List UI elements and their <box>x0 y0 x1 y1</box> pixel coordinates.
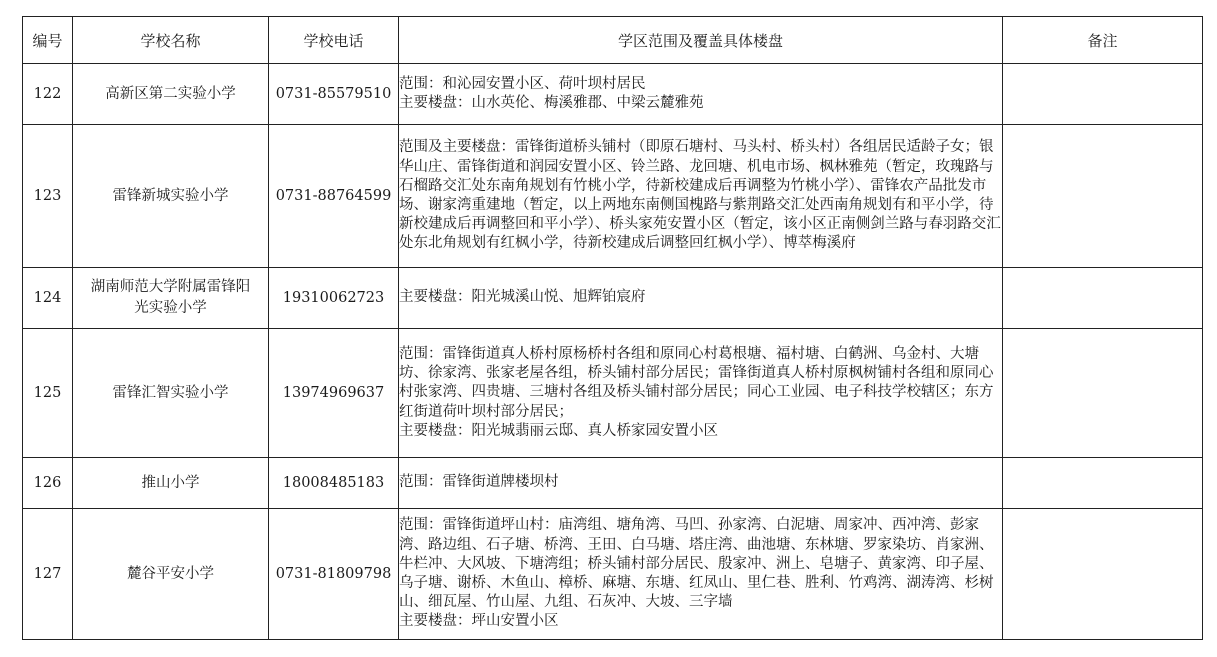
range-line: 范围：雷锋街道真人桥村原杨桥村各组和原同心村葛根塘、福村塘、白鹤洲、乌金村、大塘坊、徐家湾、张家老屋各组，桥头铺村部分居民；雷锋街道真人桥村原枫树铺村各组和原同心村张家湾、四贵塘、三塘村各组及桥头铺村部分居民；同心工业园、电子科技学校辖区；东方红街道荷叶坝村部分居民； <box>399 345 994 420</box>
cell-phone: 19310062723 <box>269 268 399 329</box>
cell-remark <box>1003 509 1203 640</box>
cell-no: 123 <box>23 125 73 268</box>
cell-phone: 0731-81809798 <box>269 509 399 640</box>
cell-range <box>399 458 1003 509</box>
cell-phone: 0731-85579510 <box>269 64 399 125</box>
cell-school-name: 推山小学 <box>73 458 269 509</box>
table-row <box>23 268 1203 329</box>
header-no: 编号 <box>23 17 73 64</box>
range-line: 主要楼盘：阳光城溪山悦、旭辉铂宸府 <box>399 289 646 306</box>
cell-phone: 0731-88764599 <box>269 125 399 268</box>
header-row <box>23 17 1203 64</box>
range-line: 主要楼盘：阳光城翡丽云邸、真人桥家园安置小区 <box>399 422 718 439</box>
cell-no: 127 <box>23 509 73 640</box>
cell-school-name: 麓谷平安小学 <box>73 509 269 640</box>
cell-range <box>399 268 1003 329</box>
cell-range <box>399 509 1003 640</box>
cell-range <box>399 64 1003 125</box>
cell-remark <box>1003 458 1203 509</box>
school-district-table <box>22 16 1203 640</box>
table-row <box>23 458 1203 509</box>
table-row <box>23 125 1203 268</box>
cell-remark <box>1003 125 1203 268</box>
cell-no: 122 <box>23 64 73 125</box>
cell-school-name: 高新区第二实验小学 <box>73 64 269 125</box>
cell-no: 124 <box>23 268 73 329</box>
cell-school-name: 湖南师范大学附属雷锋阳光实验小学 <box>73 268 269 329</box>
cell-remark <box>1003 329 1203 458</box>
cell-school-name: 雷锋新城实验小学 <box>73 125 269 268</box>
range-line: 范围：雷锋街道牌楼坝村 <box>399 474 559 491</box>
table-row <box>23 509 1203 640</box>
header-phone: 学校电话 <box>269 17 399 64</box>
range-line: 主要楼盘：山水英伦、梅溪雅郡、中梁云麓雅苑 <box>399 95 704 111</box>
table-row <box>23 329 1203 458</box>
range-line: 范围：雷锋街道坪山村：庙湾组、塘角湾、马凹、孙家湾、白泥塘、周家冲、西冲湾、彭家湾、路边组、石子塘、桥湾、王田、白马塘、塔庄湾、曲池塘、东林塘、罗家染坊、肖家洲、牛栏冲、大风坡、下塘湾组；桥头铺村部分居民、殷家冲、洲上、皂塘子、黄家湾、印子屋、乌子塘、谢桥、木鱼山、樟桥、麻塘、东塘、红凤山、里仁巷、胜利、竹鸡湾、湖涛湾、杉树山、细瓦屋、竹山屋、九组、石灰冲、大坡、三字墙 <box>399 517 994 611</box>
cell-range <box>399 125 1003 268</box>
cell-no: 126 <box>23 458 73 509</box>
cell-phone: 13974969637 <box>269 329 399 458</box>
cell-remark <box>1003 64 1203 125</box>
cell-no: 125 <box>23 329 73 458</box>
range-line: 范围：和沁园安置小区、荷叶坝村居民 <box>399 75 646 92</box>
cell-school-name: 雷锋汇智实验小学 <box>73 329 269 458</box>
table-row <box>23 64 1203 125</box>
header-remark: 备注 <box>1003 17 1203 64</box>
header-name: 学校名称 <box>73 17 269 64</box>
range-line: 主要楼盘：坪山安置小区 <box>399 613 559 630</box>
range-line: 范围及主要楼盘：雷锋街道桥头铺村（即原石塘村、马头村、桥头村）各组居民适龄子女；银华山庄、雷锋街道和润园安置小区、铃兰路、龙回塘、机电市场、枫林雅苑（暂定，玫瑰路与石榴路交汇处东南角规划有竹桃小学，待新校建成后再调整为竹桃小学）、雷锋农产品批发市场、谢家湾重建地（暂定，以上两地东南侧国槐路与紫荆路交汇处西南角规划有和平小学，待新校建成后再调整回和平小学）、桥头家苑安置小区（暂定，该小区正南侧剑兰路与春羽路交汇处东北角规划有红枫小学，待新校建成后调整回红枫小学）、博萃梅溪府 <box>399 139 1001 252</box>
header-range: 学区范围及覆盖具体楼盘 <box>399 17 1003 64</box>
cell-range <box>399 329 1003 458</box>
cell-phone: 18008485183 <box>269 458 399 509</box>
cell-remark <box>1003 268 1203 329</box>
